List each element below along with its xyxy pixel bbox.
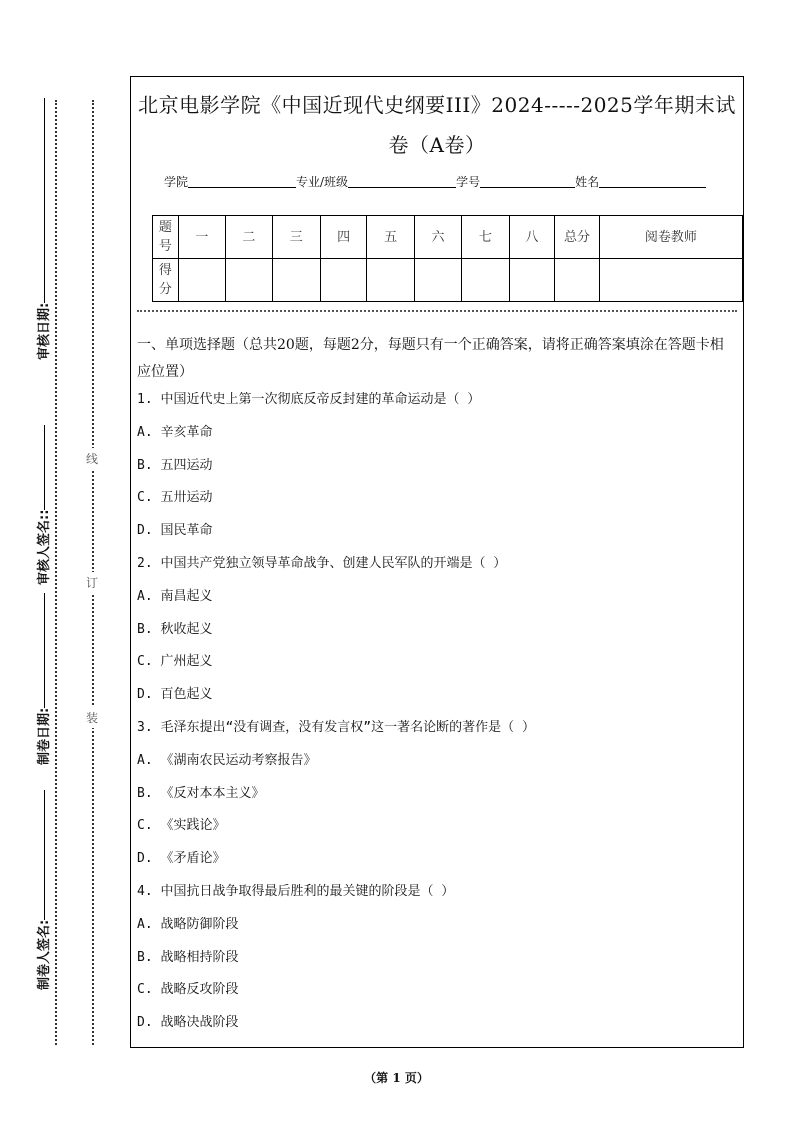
answer-option[interactable]: D. 战略决战阶段 [137,1015,239,1031]
page-number: （第 1 页） [364,1071,429,1085]
answer-option[interactable]: B. 战略相持阶段 [137,949,239,965]
answer-option[interactable]: C. 广州起义 [137,654,213,670]
student-id-field[interactable] [480,173,575,188]
college-field[interactable] [188,173,296,188]
col-header: 二 [226,216,272,259]
col-header: 五 [367,216,414,259]
score-cell[interactable] [367,259,414,302]
paper-date-label: 制卷日期: [33,593,52,765]
section-heading: 一、单项选择题（总共20题，每题2分，每题只有一个正确答案，请将正确答案填涂在答题卡相应位置） [137,337,724,380]
score-cell[interactable] [509,259,555,302]
score-cell[interactable] [599,259,742,302]
major-class-label: 专业/班级 [296,175,349,189]
col-header: 阅卷教师 [599,216,742,259]
col-header: 八 [509,216,555,259]
binding-mark-bind: 装 [86,707,98,728]
paper-maker-signature-label: 制卷人签名: [33,790,52,990]
name-label: 姓名 [575,175,600,189]
score-cell[interactable] [320,259,366,302]
question-stem: 4. 中国抗日战争取得最后胜利的最关键的阶段是（ ） [137,884,455,899]
answer-option[interactable]: A. 战略防御阶段 [137,916,239,932]
score-cell[interactable] [178,259,225,302]
col-header: 六 [414,216,461,259]
col-header: 总分 [555,216,600,259]
score-cell[interactable] [555,259,600,302]
binding-mark-line: 线 [86,448,98,469]
answer-option[interactable]: A. 南昌起义 [137,588,213,604]
reviewer-signature-label: 审核人签名:: [33,425,52,585]
student-id-label: 学号 [456,175,481,189]
score-table [152,215,743,302]
cut-line-outer [55,100,57,1045]
col-header: 七 [462,216,509,259]
score-cell[interactable] [272,259,320,302]
answer-option[interactable]: C. 《实践论》 [137,818,226,834]
col-header: 三 [272,216,320,259]
divider [137,310,737,312]
answer-option[interactable]: B. 秋收起义 [137,621,213,637]
answer-option[interactable]: D. 《矛盾论》 [137,851,226,867]
question-number-row [153,216,743,259]
answer-option[interactable]: B. 五四运动 [137,457,213,473]
answer-option[interactable]: C. 战略反攻阶段 [137,982,239,998]
name-field[interactable] [599,173,706,188]
exam-frame [130,76,744,1048]
question-stem: 2. 中国共产党独立领导革命战争、创建人民军队的开端是（ ） [137,556,507,571]
question-stem: 1. 中国近代史上第一次彻底反帝反封建的革命运动是（ ） [137,392,481,407]
score-cell[interactable] [414,259,461,302]
binding-mark-staple: 订 [86,572,98,593]
review-date-label: 审核日期: [33,98,52,360]
answer-option[interactable]: A. 《湖南农民运动考察报告》 [137,752,317,768]
col-header: 四 [320,216,366,259]
answer-option[interactable]: C. 五卅运动 [137,490,213,506]
score-cell[interactable] [462,259,509,302]
exam-title-line1: 北京电影学院《中国近现代史纲要III》2024-----2025学年期末试 [138,93,736,117]
answer-option[interactable]: A. 辛亥革命 [137,424,213,440]
row-label: 题号 [153,216,179,259]
score-cell[interactable] [226,259,272,302]
answer-option[interactable]: D. 百色起义 [137,687,213,703]
question-stem: 3. 毛泽东提出“没有调查，没有发言权”这一著名论断的著作是（ ） [137,720,535,735]
score-row [153,259,743,302]
college-label: 学院 [164,175,189,189]
row-label: 得分 [153,259,179,302]
answer-option[interactable]: B. 《反对本本主义》 [137,785,265,801]
student-info-fields [164,173,706,190]
exam-title-line2: 卷（A卷） [388,133,486,157]
col-header: 一 [178,216,225,259]
major-class-field[interactable] [348,173,456,188]
answer-option[interactable]: D. 国民革命 [137,523,213,539]
